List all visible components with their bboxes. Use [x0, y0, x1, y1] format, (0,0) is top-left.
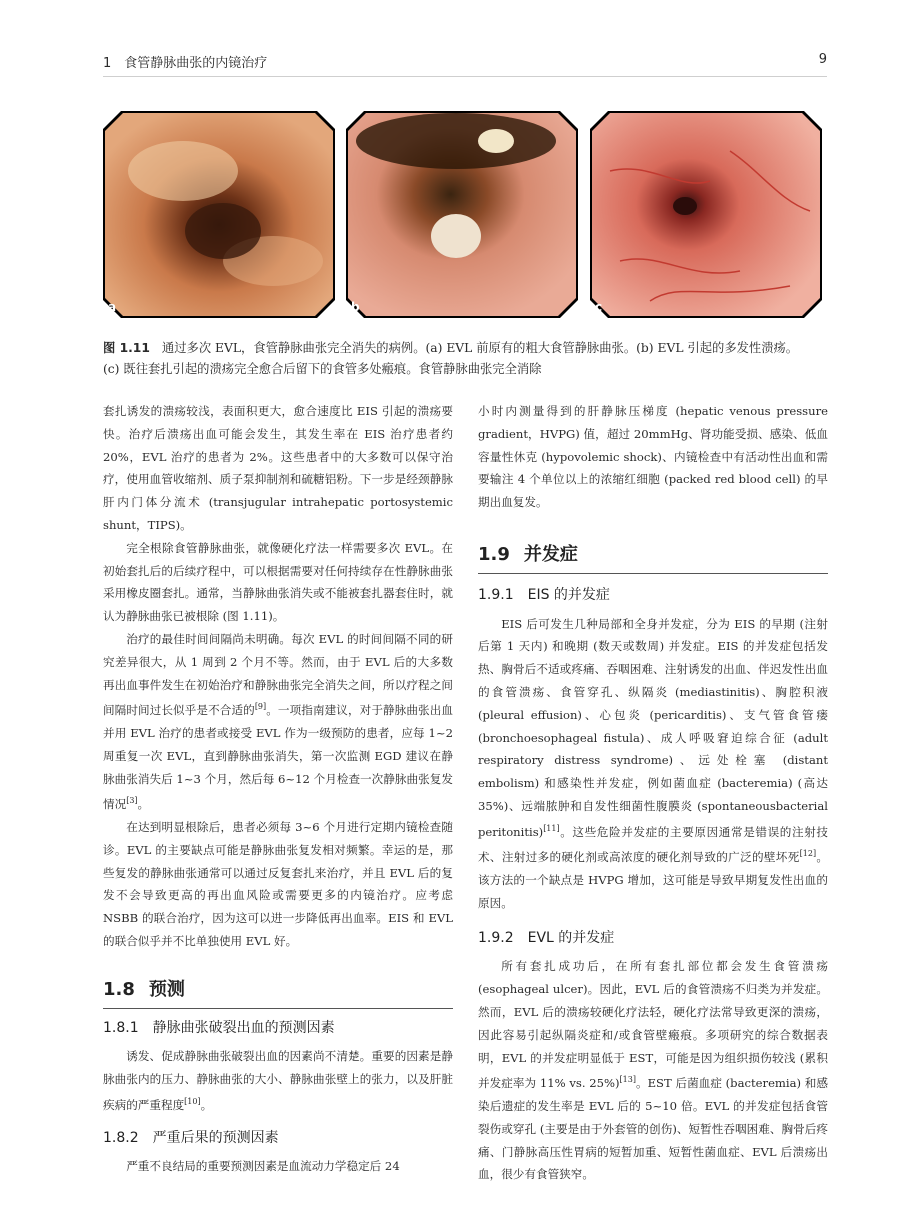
figure-panel-a: [103, 111, 335, 318]
figure-caption: [103, 338, 828, 380]
paragraph: 完全根除食管静脉曲张，就像硬化疗法一样需要多次 EVL。在初始套扎后的后续疗程中，可以根据需要对任何持续存在性静脉曲张采用橡皮圈套扎。通常，当静脉曲张消失或不能被套扎器套住时，就认为静脉曲张已被根除 (图 1.11)。: [103, 540, 453, 624]
paragraph: 所有套扎成功后，在所有套扎部位都会发生食管溃疡 (esophageal ulcer)。因此，EVL 后的食管溃疡不归类为并发症。然而，EVL 后的溃疡较硬化疗法轻，硬化疗法常导致更深的溃疡，因此容易引起纵隔炎症和/或食管壁瘢痕。多项研究的综合数据表明，EVL 的并发症明显低于 EST，可能是因为组织损伤较浅 (累积并发症率为 11% vs. 25%)[13]。EST 后菌血症 (bacteremia) 和感染后遗症的发生率是 EVL 后的 5~10 倍。EVL 的并发症包括食管裂伤或穿孔 (主要是由于外套管的创伤)、短暂性吞咽困难、胸骨后疼痛、门静脉高压性胃病的短暂加重、短暂性菌血症、EVL 后溃疡出血，很少有食管狭窄。: [478, 959, 828, 1182]
endoscopy-photo-b: [346, 111, 578, 318]
subsection-heading-1-8-2: 1.8.2 严重后果的预测因素: [103, 1129, 279, 1146]
paragraph: EIS 后可发生几种局部和全身并发症，分为 EIS 的早期 (注射后第 1 天内) 和晚期 (数天或数周) 并发症。EIS 的并发症包括发热、胸骨后不适或疼痛、吞咽困难、注射诱发的出血、伴迟发性出血的食管溃疡、食管穿孔、纵隔炎 (mediastinitis)、胸腔积液 (pleural effusion)、心包炎 (pericarditis)、支气管食管瘘 (bronchoesophageal fistula)、成人呼吸窘迫综合征 (adult respiratory distress syndrome)、远处栓塞 (distant embolism) 和感染性并发症，例如菌血症 (bacteremia) (高达 35%)、远端脓肿和自发性细菌性腹膜炎 (spontaneousbacterial peritonitis)[11]。这些危险并发症的主要原因通常是错误的注射技术、注射过多的硬化剂或高浓度的硬化剂导致的广泛的壁坏死[12]。该方法的一个缺点是 HVPG 增加，这可能是导致早期复发性出血的原因。: [478, 616, 828, 910]
subsection-heading-1-9-1: 1.9.1 EIS 的并发症: [478, 586, 610, 603]
paragraph: 治疗的最佳时间间隔尚未明确。每次 EVL 的时间间隔不同的研究差异很大，从 1 周到 2 个月不等。然而，由于 EVL 后的大多数再出血事件发生在初始治疗和静脉曲张完全消失之间，所以疗程之间间隔时间过长似乎是不合适的[9]。一项指南建议，对于静脉曲张出血并用 EVL 治疗的患者或接受 EVL 作为一级预防的患者，应每 1~2 周重复一次 EVL，直到静脉曲张消失，第一次监测 EGD 建议在静脉曲张消失后 1~3 个月，然后每 6~12 个月检查一次静脉曲张复发情况[3]。: [103, 631, 453, 812]
figure-panel-b: [346, 111, 578, 318]
paragraph: 严重不良结局的重要预测因素是血流动力学稳定后 24: [126, 1159, 400, 1174]
chapter-title: 1 食管静脉曲张的内镜治疗: [103, 56, 268, 71]
citation: [12]: [799, 849, 817, 859]
citation: [9]: [254, 702, 267, 712]
figure-number: 图 1.11: [103, 341, 150, 355]
running-header: [103, 50, 827, 77]
citation: [10]: [184, 1097, 201, 1107]
figure-panel-c: [590, 111, 822, 318]
section-heading-1-8: 1.8 预测: [103, 979, 453, 1009]
page-number: 9: [818, 52, 827, 67]
subsection-heading-1-8-1: 1.8.1 静脉曲张破裂出血的预测因素: [103, 1019, 335, 1036]
paragraph: 诱发、促成静脉曲张破裂出血的因素尚不清楚。重要的因素是静脉曲张内的压力、静脉曲张的大小、静脉曲张壁上的张力，以及肝脏疾病的严重程度[10]。: [103, 1049, 453, 1112]
citation: [13]: [619, 1075, 636, 1085]
panel-label-b: b: [351, 300, 360, 314]
right-column: [478, 400, 828, 1186]
paragraph: 在达到明显根除后，患者必须每 3~6 个月进行定期内镜检查随诊。EVL 的主要缺点可能是静脉曲张复发相对频繁。幸运的是，那些复发的静脉曲张通常可以通过反复套扎来治疗，并且 EVL 后的复发不会导致更高的再出血风险或需要更多的内镜治疗。应考虑 NSBB 的联合治疗，因为这可以进一步降低再出血率。EIS 和 EVL 的联合似乎并不比单独使用 EVL 好。: [103, 820, 453, 949]
panel-label-c: c: [595, 300, 603, 314]
caption-line-2: (c) 既往套扎引起的溃疡完全愈合后留下的食管多处瘢痕。食管静脉曲张完全消除: [103, 362, 542, 376]
citation: [11]: [543, 823, 560, 833]
endoscopy-photo-a: [103, 111, 335, 318]
left-column: [103, 400, 453, 1178]
citation: [3]: [126, 796, 138, 806]
subsection-heading-1-9-2: 1.9.2 EVL 的并发症: [478, 929, 615, 946]
endoscopy-photo-c: [590, 111, 822, 318]
paragraph: 小时内测量得到的肝静脉压梯度 (hepatic venous pressure gradient，HVPG) 值，超过 20mmHg、肾功能受损、感染、低血容量性休克 (hypovolemic shock)、内镜检查中有活动性出血和需要输注 4 个单位以上的浓缩红细胞 (packed red blood cell) 的早期出血复发。: [478, 404, 828, 510]
caption-line-1: 通过多次 EVL，食管静脉曲张完全消失的病例。(a) EVL 前原有的粗大食管静脉曲张。(b) EVL 引起的多发性溃疡。: [161, 341, 799, 355]
panel-label-a: a: [108, 300, 117, 314]
paragraph: 套扎诱发的溃疡较浅，表面积更大，愈合速度比 EIS 引起的溃疡要快。治疗后溃疡出血可能会发生，其发生率在 EIS 治疗患者约 20%，EVL 治疗的患者为 2%。这些患者中的大多数可以保守治疗，使用血管收缩剂、质子泵抑制剂和硫糖铝粉。下一步是经颈静脉肝内门体分流术 (transjugular intrahepatic portosystemic shunt，TIPS)。: [103, 404, 453, 532]
section-heading-1-9: 1.9 并发症: [478, 544, 828, 574]
